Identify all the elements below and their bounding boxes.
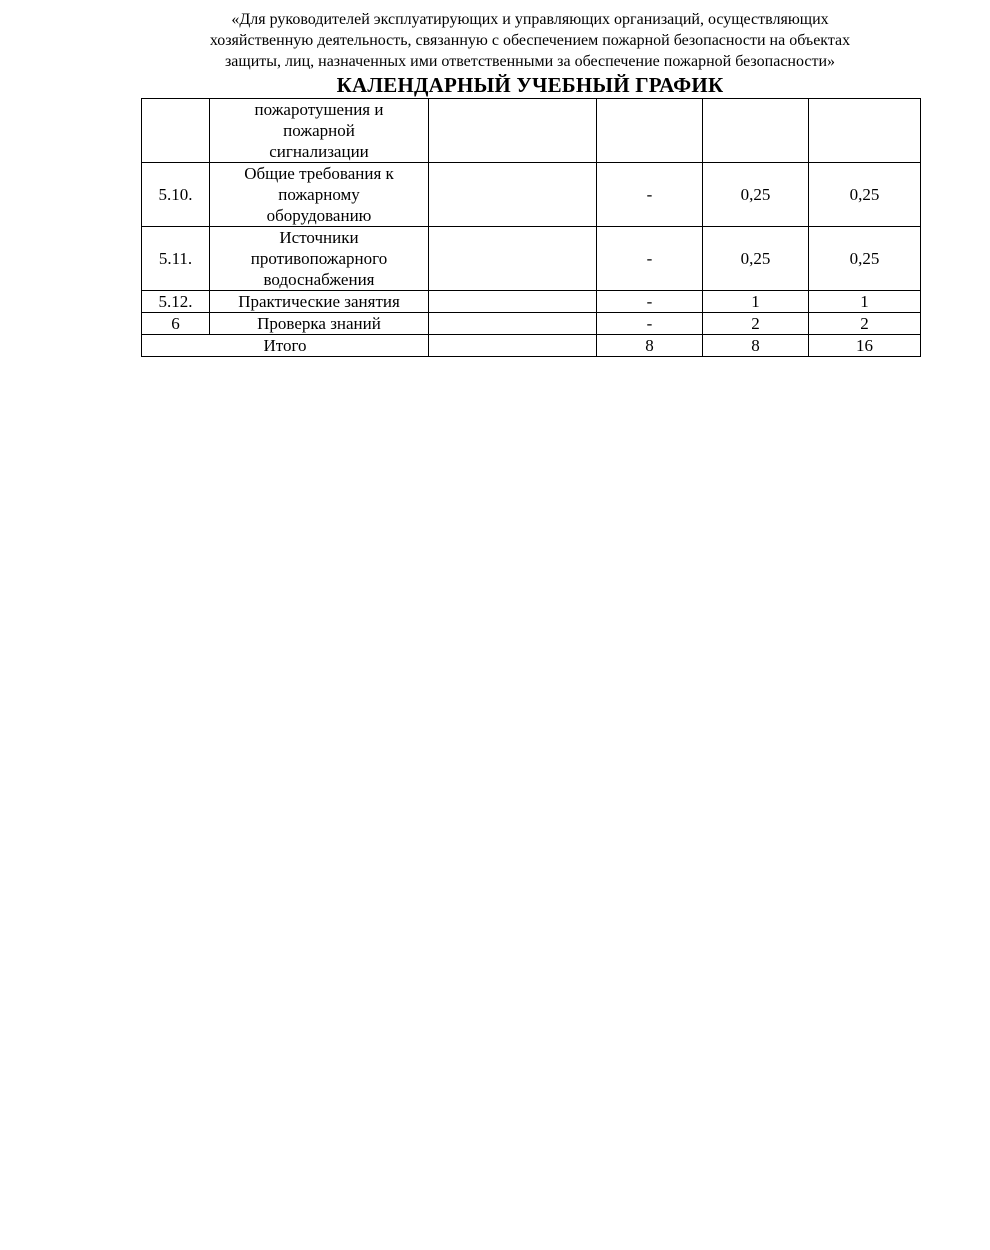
header-line-3: защиты, лиц, назначенных ими ответственными за обеспечение пожарной безопасности» — [224, 53, 836, 70]
document-header — [140, 9, 920, 72]
table-row — [142, 291, 921, 313]
row-number-cell: 5.11. — [142, 227, 210, 291]
value-cell — [429, 99, 597, 163]
header-line-1: «Для руководителей эксплуатирующих и управляющих организаций, осуществляющих — [231, 11, 829, 28]
value-cell: 0,25 — [809, 163, 921, 227]
value-cell: 0,25 — [703, 227, 809, 291]
total-value-cell: 8 — [597, 335, 703, 357]
value-cell: 0,25 — [809, 227, 921, 291]
value-cell — [429, 313, 597, 335]
value-cell: - — [597, 227, 703, 291]
value-cell: 2 — [703, 313, 809, 335]
topic-cell — [210, 163, 429, 227]
row-number-cell: 5.12. — [142, 291, 210, 313]
value-cell: 0,25 — [703, 163, 809, 227]
total-label-cell: Итого — [142, 335, 429, 357]
table-row — [142, 227, 921, 291]
topic-line: Практические занятия — [238, 292, 400, 311]
value-cell — [809, 99, 921, 163]
value-cell: - — [597, 291, 703, 313]
topic-line: Общие требования к — [244, 164, 394, 183]
value-cell: - — [597, 313, 703, 335]
topic-cell — [210, 99, 429, 163]
topic-cell — [210, 227, 429, 291]
value-cell — [429, 227, 597, 291]
value-cell: 1 — [703, 291, 809, 313]
topic-line: сигнализации — [269, 142, 369, 161]
value-cell — [597, 99, 703, 163]
row-number-cell: 6 — [142, 313, 210, 335]
table-row — [142, 313, 921, 335]
page-title: КАЛЕНДАРНЫЙ УЧЕБНЫЙ ГРАФИК — [336, 73, 724, 97]
topic-line: противопожарного — [250, 249, 388, 268]
topic-line: пожарной — [283, 121, 355, 140]
topic-line: пожарному — [278, 185, 360, 204]
topic-line: оборудованию — [266, 206, 372, 225]
row-number-cell: 5.10. — [142, 163, 210, 227]
table-row — [142, 99, 921, 163]
total-value-cell: 16 — [809, 335, 921, 357]
table-row — [142, 163, 921, 227]
value-cell — [429, 291, 597, 313]
topic-cell — [210, 291, 429, 313]
value-cell — [429, 163, 597, 227]
topic-cell — [210, 313, 429, 335]
topic-line: Проверка знаний — [257, 314, 381, 333]
topic-line: водоснабжения — [263, 270, 375, 289]
total-row — [142, 335, 921, 357]
total-value-cell — [429, 335, 597, 357]
header-line-2: хозяйственную деятельность, связанную с обеспечением пожарной безопасности на объектах — [209, 32, 851, 49]
value-cell — [703, 99, 809, 163]
row-number-cell — [142, 99, 210, 163]
total-value-cell: 8 — [703, 335, 809, 357]
value-cell: 2 — [809, 313, 921, 335]
topic-line: Источники — [279, 228, 359, 247]
topic-line: пожаротушения и — [254, 100, 384, 119]
value-cell: 1 — [809, 291, 921, 313]
value-cell: - — [597, 163, 703, 227]
schedule-table — [141, 98, 921, 357]
